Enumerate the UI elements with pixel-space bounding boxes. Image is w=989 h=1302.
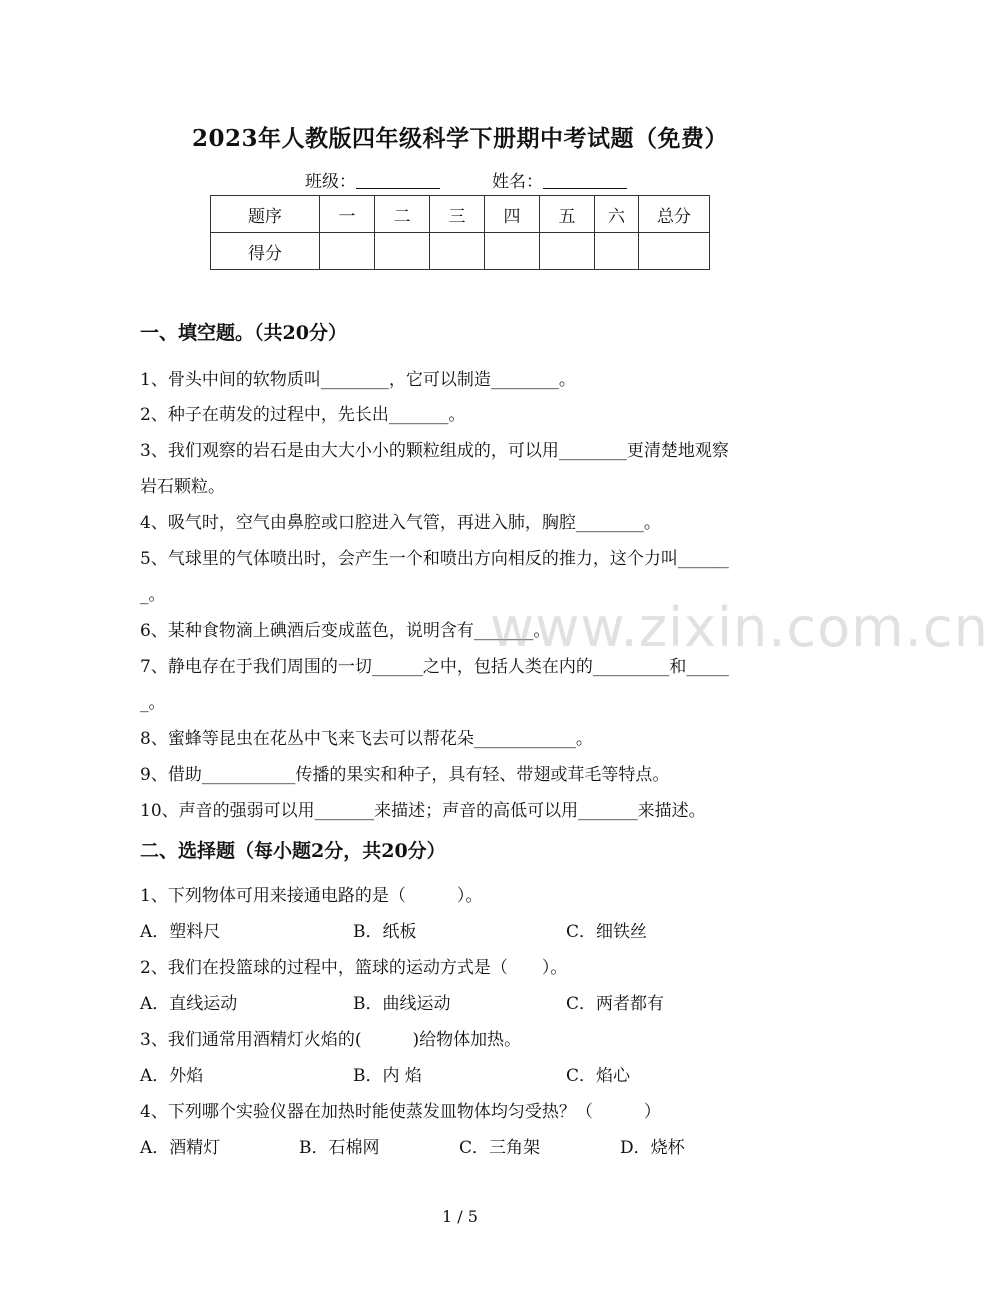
question-stem: 1、下列物体可用来接通电路的是（ ）。	[140, 886, 483, 906]
class-label: 班级：	[305, 172, 356, 192]
name-blank	[543, 173, 627, 189]
header-cell: 五	[540, 196, 595, 233]
question-line: 2、种子在萌发的过程中，先长出_______。	[140, 405, 466, 425]
option: A．外焰	[140, 1066, 204, 1086]
option: C．三角架	[459, 1138, 541, 1158]
question-line: _。	[140, 585, 166, 605]
header-cell: 六	[595, 196, 639, 233]
question-line: 8、蜜蜂等昆虫在花丛中飞来飞去可以帮花朵____________。	[140, 729, 593, 749]
section-heading-fill-in: 一、填空题。（共20分）	[140, 322, 347, 344]
score-cell	[375, 233, 430, 270]
question-line: 7、静电存在于我们周围的一切______之中，包括人类在内的_________和_____	[140, 657, 729, 677]
option: B．石棉网	[299, 1138, 380, 1158]
option: A．直线运动	[140, 994, 238, 1014]
option: B．内 焰	[353, 1066, 422, 1086]
section-heading-choice: 二、选择题（每小题2分，共20分）	[140, 840, 446, 862]
option: B．纸板	[353, 922, 417, 942]
score-table-score-row	[211, 233, 710, 270]
header-cell: 二	[375, 196, 430, 233]
name-label: 姓名：	[492, 172, 543, 192]
option: C．细铁丝	[566, 922, 648, 942]
option: D．烧杯	[620, 1138, 685, 1158]
header-cell: 三	[430, 196, 485, 233]
score-row-label: 得分	[211, 233, 320, 270]
page-number: 1 / 5	[442, 1207, 478, 1226]
question-line: 1、骨头中间的软物质叫________，它可以制造________。	[140, 370, 576, 390]
question-line: 10、声音的强弱可以用_______来描述；声音的高低可以用_______来描述。	[140, 801, 706, 821]
question-line: 4、吸气时，空气由鼻腔或口腔进入气管，再进入肺，胸腔________。	[140, 513, 661, 533]
header-cell: 总分	[639, 196, 710, 233]
header-cell: 四	[485, 196, 540, 233]
option: C．焰心	[566, 1066, 631, 1086]
question-line: 岩石颗粒。	[140, 477, 225, 497]
page-title: 2023年人教版四年级科学下册期中考试题（免费）	[191, 125, 728, 152]
question-line: 5、气球里的气体喷出时，会产生一个和喷出方向相反的推力，这个力叫______	[140, 549, 729, 569]
score-cell	[430, 233, 485, 270]
option: C．两者都有	[566, 994, 665, 1014]
student-info	[305, 167, 627, 192]
question-line: 3、我们观察的岩石是由大大小小的颗粒组成的，可以用________更清楚地观察	[140, 441, 729, 461]
question-line: _。	[140, 693, 166, 713]
score-cell	[595, 233, 639, 270]
question-stem: 2、我们在投篮球的过程中，篮球的运动方式是（ ）。	[140, 958, 568, 978]
score-cell	[639, 233, 710, 270]
score-cell	[485, 233, 540, 270]
header-cell: 一	[320, 196, 375, 233]
question-line: 6、某种食物滴上碘酒后变成蓝色，说明含有_______。	[140, 621, 551, 641]
option: A．酒精灯	[140, 1138, 221, 1158]
question-stem: 3、我们通常用酒精灯火焰的( )给物体加热。	[140, 1030, 522, 1050]
score-table-header-row	[211, 196, 710, 233]
score-table	[210, 195, 710, 270]
watermark: www.zixin.com.cn	[490, 596, 989, 659]
class-blank	[356, 173, 440, 189]
option: B．曲线运动	[353, 994, 451, 1014]
option: A．塑料尺	[140, 922, 221, 942]
question-stem: 4、下列哪个实验仪器在加热时能使蒸发皿物体均匀受热？（ ）	[140, 1102, 661, 1122]
question-line: 9、借助___________传播的果实和种子，具有轻、带翅或茸毛等特点。	[140, 765, 670, 785]
header-cell: 题序	[211, 196, 320, 233]
score-cell	[320, 233, 375, 270]
score-cell	[540, 233, 595, 270]
